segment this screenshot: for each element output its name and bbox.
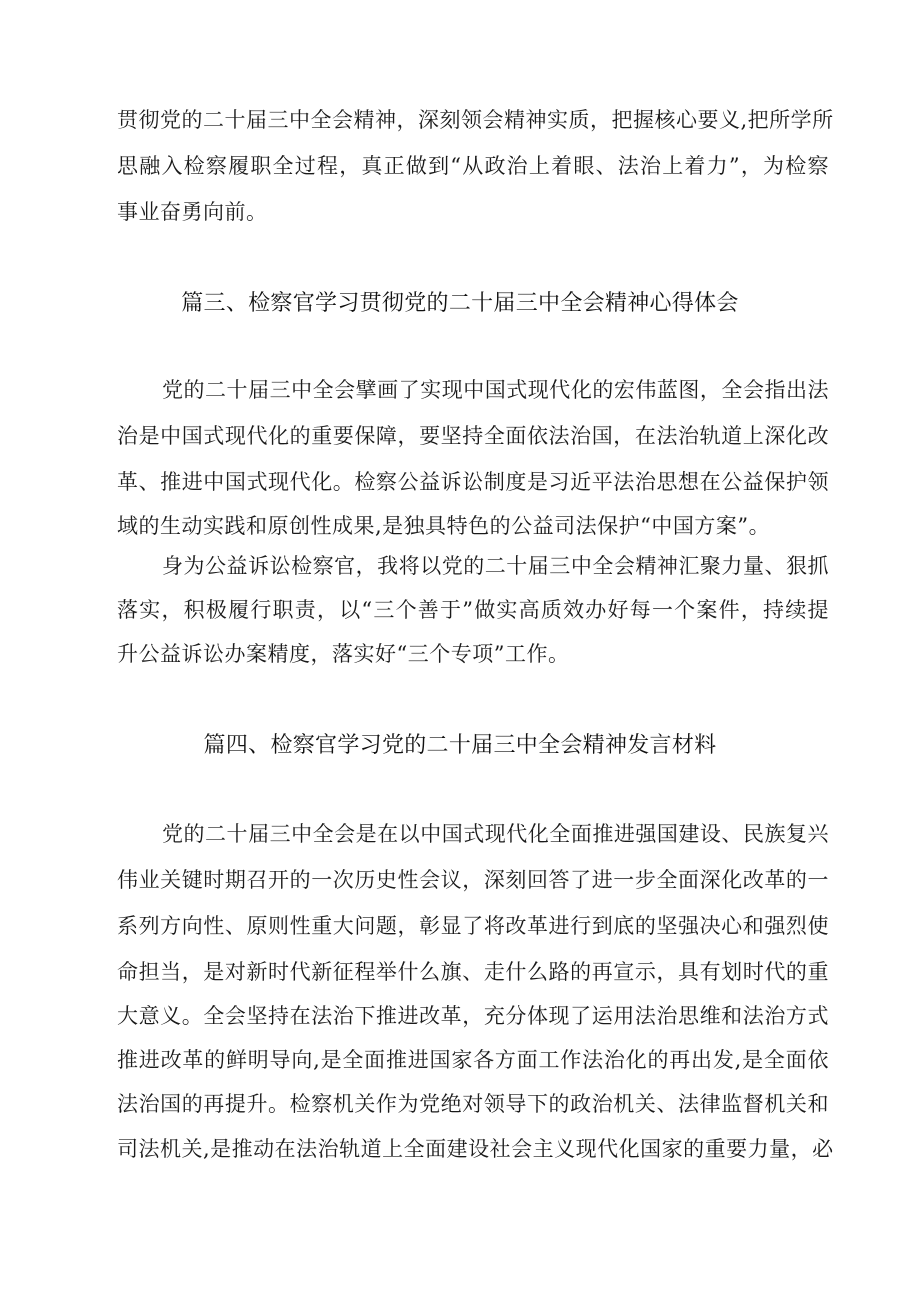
paragraph-line: 党的二十届三中全会是在以中国式现代化全面推进强国建设、民族复兴	[162, 822, 829, 846]
paragraph-line: 推进改革的鲜明导向,是全面推进国家各方面工作法治化的再出发,是全面依	[117, 1048, 829, 1072]
paragraph-line: 法治国的再提升。检察机关作为党绝对领导下的政治机关、法律监督机关和	[117, 1092, 829, 1116]
paragraph-line: 系列方向性、原则性重大问题，彰显了将改革进行到底的坚强决心和强烈使	[117, 914, 829, 938]
paragraph-line: 思融入检察履职全过程，真正做到“从政治上着眼、法治上着力”，为检察	[117, 154, 829, 178]
paragraph-line: 伟业关键时期召开的一次历史性会议，深刻回答了进一步全面深化改革的一	[117, 868, 829, 892]
paragraph-line: 司法机关,是推动在法治轨道上全面建设社会主义现代化国家的重要力量，必	[117, 1137, 834, 1161]
paragraph-line: 贯彻党的二十届三中全会精神，深刻领会精神实质，把握核心要义,把所学所	[117, 108, 834, 132]
paragraph-line: 命担当，是对新时代新征程举什么旗、走什么路的再宣示，具有划时代的重	[117, 960, 829, 984]
paragraph-line: 党的二十届三中全会擘画了实现中国式现代化的宏伟蓝图，全会指出法	[162, 378, 829, 402]
paragraph-line: 身为公益诉讼检察官，我将以党的二十届三中全会精神汇聚力量、狠抓	[162, 554, 829, 578]
paragraph-line: 域的生动实践和原创性成果,是独具特色的公益司法保护“中国方案”。	[117, 514, 771, 538]
section-heading: 篇三、检察官学习贯彻党的二十届三中全会精神心得体会	[181, 291, 739, 316]
paragraph-line: 治是中国式现代化的重要保障，要坚持全面依法治国，在法治轨道上深化改	[117, 424, 829, 448]
paragraph-line: 事业奋勇向前。	[117, 200, 268, 224]
paragraph-line: 大意义。全会坚持在法治下推进改革，充分体现了运用法治思维和法治方式	[117, 1004, 829, 1028]
paragraph-line: 落实，积极履行职责，以“三个善于”做实高质效办好每一个案件，持续提	[117, 598, 829, 622]
paragraph-line: 革、推进中国式现代化。检察公益诉讼制度是习近平法治思想在公益保护领	[117, 470, 829, 494]
section-heading: 篇四、检察官学习党的二十届三中全会精神发言材料	[203, 733, 717, 758]
paragraph-line: 升公益诉讼办案精度，落实好“三个专项”工作。	[117, 642, 570, 666]
